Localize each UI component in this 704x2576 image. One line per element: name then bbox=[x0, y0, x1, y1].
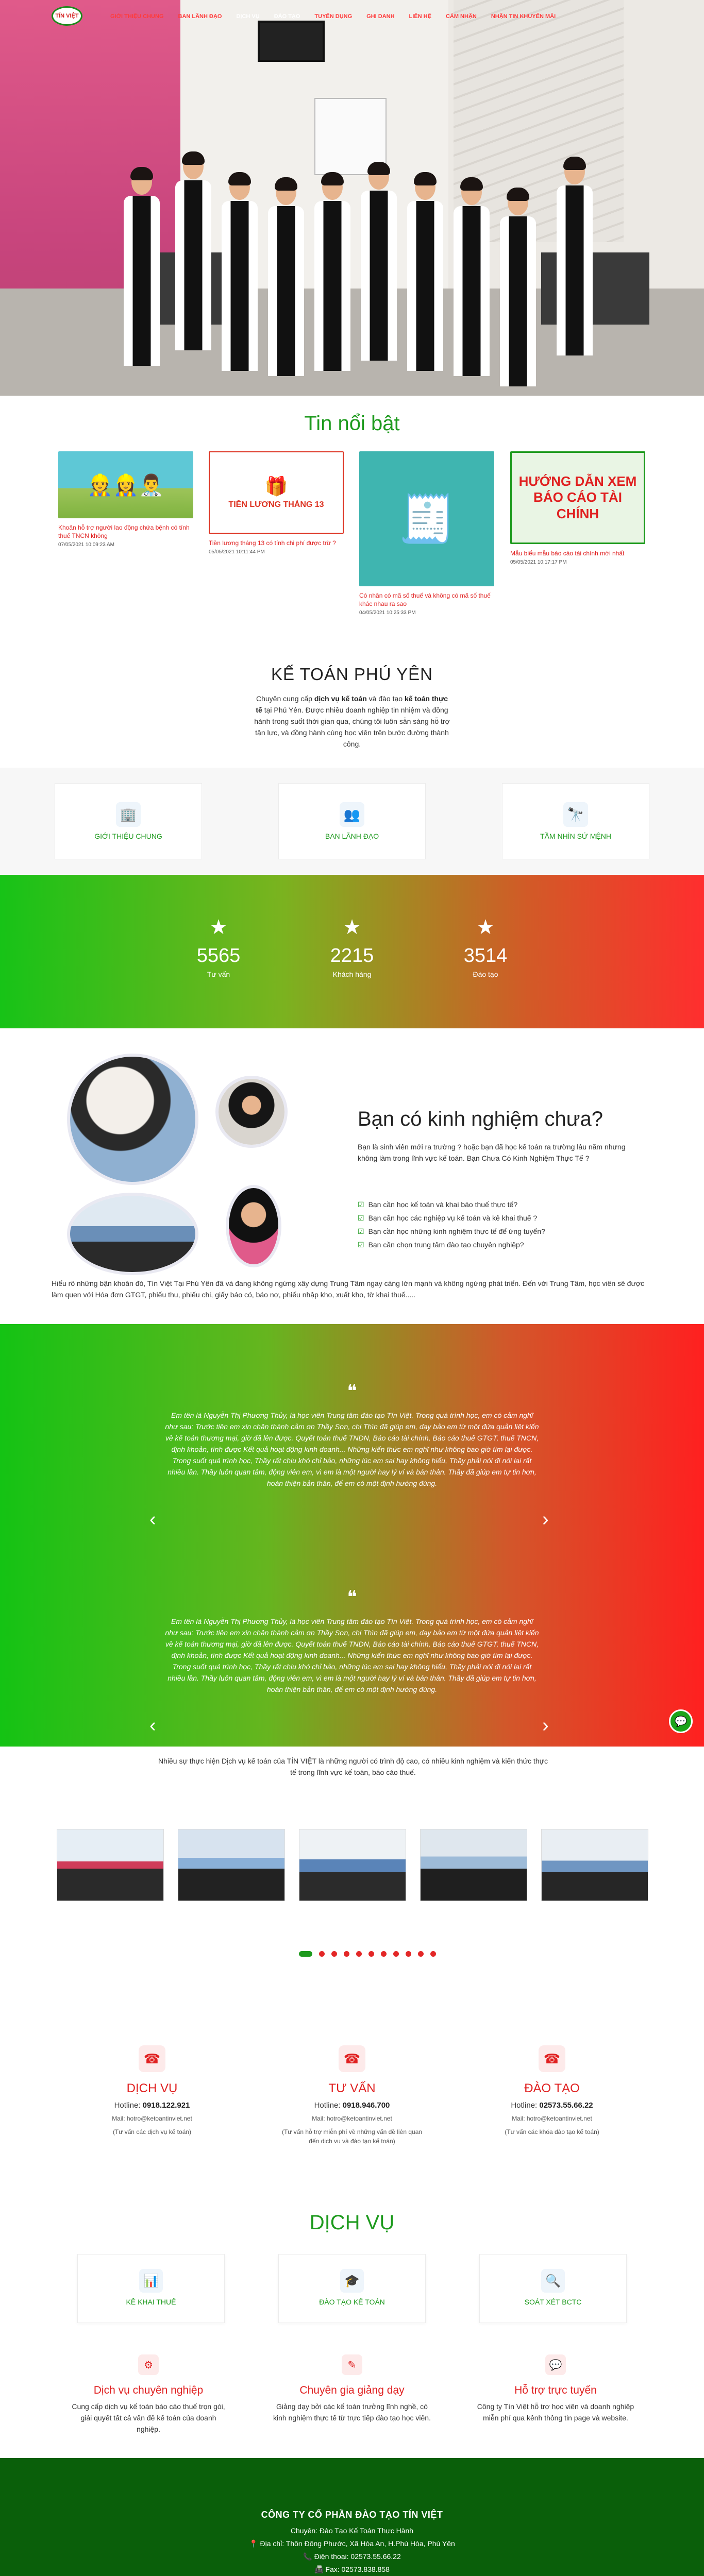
contact-hotline[interactable] bbox=[277, 2101, 427, 2110]
contact-title: DỊCH VỤ bbox=[126, 2081, 178, 2095]
stat-label: Tư vấn bbox=[207, 970, 230, 978]
contact-hotline[interactable] bbox=[77, 2101, 227, 2110]
training-icon: 🎓 bbox=[340, 2269, 364, 2293]
logo-text: TÍN VIỆT bbox=[55, 13, 79, 19]
gallery-image[interactable] bbox=[420, 1829, 527, 1901]
footer-fax bbox=[0, 2563, 704, 2576]
news-card[interactable] bbox=[359, 451, 494, 616]
footer-phone[interactable] bbox=[0, 2550, 704, 2563]
stat-label: Khách hàng bbox=[332, 970, 372, 978]
carousel-dot[interactable] bbox=[331, 1951, 337, 1957]
nav-item-cam-nhan[interactable]: CẢM NHẬN bbox=[445, 13, 477, 20]
feature-desc: Công ty Tín Việt hỗ trợ học viên và doanh nghiệp miễn phí qua kênh thông tin page và website. bbox=[477, 2402, 634, 2422]
hero-person bbox=[124, 169, 160, 396]
news-thumbnail-text: HƯỚNG DẪN XEM BÁO CÁO TÀI CHÍNH bbox=[518, 473, 637, 521]
footer-company: CÔNG TY CỔ PHẦN ĐÀO TẠO TÍN VIỆT bbox=[261, 2510, 443, 2520]
hero-person bbox=[222, 174, 258, 396]
gallery-dots bbox=[299, 1951, 436, 1957]
carousel-dot[interactable] bbox=[418, 1951, 424, 1957]
footer-address bbox=[0, 2537, 704, 2550]
hotline-number: 0918.946.700 bbox=[342, 2101, 390, 2110]
hero-person bbox=[314, 174, 350, 396]
star-icon: ★ bbox=[209, 916, 228, 939]
chat-bubble-icon[interactable]: 💬 bbox=[669, 1709, 693, 1733]
hero-person bbox=[268, 179, 304, 396]
testimonial bbox=[164, 1381, 540, 1489]
team-icon: 👥 bbox=[340, 802, 364, 827]
desc-text: và đào tạo bbox=[366, 694, 405, 703]
footer-line: Chuyên: Đào Tạo Kế Toán Thực Hành bbox=[290, 2527, 414, 2535]
service-card-ke-khai-thue[interactable] bbox=[77, 2254, 225, 2323]
list-item-text: Bạn cần học kế toán và khai báo thuế thực tế? bbox=[368, 1200, 518, 1209]
desc-text: Chuyên cung cấp bbox=[256, 694, 314, 703]
feature-label: GIỚI THIỆU CHUNG bbox=[94, 832, 162, 840]
carousel-dot[interactable] bbox=[356, 1951, 362, 1957]
nav-item-lien-he[interactable]: LIÊN HỆ bbox=[409, 13, 431, 20]
hero-person bbox=[557, 159, 593, 396]
nav-item-tuyen-dung[interactable]: TUYỂN DỤNG bbox=[314, 13, 353, 20]
news-section-title: Tin nổi bật bbox=[304, 412, 400, 435]
vision-icon: 🔭 bbox=[563, 802, 588, 827]
experience-note: Hiểu rõ những bận khoăn đó, Tín Việt Tại Phú Yên đã và đang không ngừng xây dựng Trung Tâm ngay càng lớn mạnh và không ngừng phát triển. Đến với Trung Tâm, học viên sẽ được làm quen với Hóa đơn GTGT, phiếu thu, phiếu chi, giấy báo có, báo nợ, phiếu nhập kho, xuất kho, tờ khai thuế..... bbox=[52, 1279, 645, 1299]
hero-person bbox=[407, 174, 443, 396]
testimonials-section bbox=[0, 1324, 704, 1747]
review-icon: 🔍 bbox=[541, 2269, 565, 2293]
carousel-next-arrow[interactable]: › bbox=[542, 1509, 549, 1530]
feature-label: BAN LÃNH ĐẠO bbox=[325, 832, 379, 840]
hotline-number: 0918.122.921 bbox=[142, 2101, 190, 2110]
check-icon: ☑ bbox=[358, 1227, 364, 1235]
gift-icon: 🎁 bbox=[264, 476, 288, 497]
contact-dich-vu bbox=[77, 2045, 227, 2137]
contact-title: TƯ VẤN bbox=[328, 2081, 376, 2095]
feature-title: Hỗ trợ trực tuyến bbox=[514, 2384, 597, 2396]
gallery-image[interactable] bbox=[178, 1829, 285, 1901]
service-icon: ⚙ bbox=[138, 2354, 159, 2375]
contact-mail[interactable]: Mail: hotro@ketoantinviet.net bbox=[312, 2115, 392, 2122]
feature-giang-day bbox=[272, 2354, 432, 2424]
phone-icon: 📞 bbox=[303, 2552, 312, 2561]
feature-chuyen-nghiep bbox=[69, 2354, 228, 2435]
experience-photo bbox=[67, 1054, 198, 1185]
footer-line: Điện thoại: 02573.55.66.22 bbox=[314, 2552, 401, 2561]
workers-illustration-icon: 👷👷‍♀️👨‍⚕️ bbox=[87, 473, 164, 497]
hotline-label: Hotline: bbox=[314, 2101, 343, 2110]
carousel-dot[interactable] bbox=[344, 1951, 349, 1957]
ke-toan-title: KẾ TOÁN PHÚ YÊN bbox=[271, 665, 433, 684]
stats-banner bbox=[0, 875, 704, 1028]
gallery-image[interactable] bbox=[57, 1829, 164, 1901]
site-header bbox=[0, 0, 704, 33]
desc-bold: dịch vụ kế toán bbox=[314, 694, 367, 703]
contact-mail[interactable]: Mail: hotro@ketoantinviet.net bbox=[512, 2115, 592, 2122]
testimonials-note: Nhiều sự thực hiện Dịch vụ kế toán của TÍN VIỆT là những người có trình độ cao, có nhiều kinh nghiệm và kiến thức thực tế trong lĩnh vực kế toán, báo cáo thuế. bbox=[158, 1757, 548, 1776]
phone-icon: ☎ bbox=[539, 2045, 565, 2072]
quote-icon: ❝ bbox=[347, 1586, 357, 1607]
list-item-text: Bạn cần học những kinh nghiệm thực tế để ứng tuyển? bbox=[368, 1227, 545, 1235]
hotline-label: Hotline: bbox=[511, 2101, 540, 2110]
stat-value: 5565 bbox=[196, 945, 241, 967]
teacher-icon: ✎ bbox=[342, 2354, 362, 2375]
news-thumbnail[interactable] bbox=[359, 451, 494, 586]
stat-value: 2215 bbox=[330, 945, 374, 967]
news-date: 05/05/2021 10:17:17 PM bbox=[510, 560, 567, 566]
carousel-dot[interactable] bbox=[381, 1951, 387, 1957]
site-footer bbox=[0, 2458, 704, 2576]
stat-label: Đào tạo bbox=[473, 970, 498, 978]
hotline-number: 02573.55.66.22 bbox=[539, 2101, 593, 2110]
tax-icon: 📊 bbox=[139, 2269, 163, 2293]
experience-description: Bạn là sinh viên mới ra trường ? hoặc bạn đã học kế toán ra trường lâu năm nhưng không làm trong lĩnh vực kế toán. Bạn Chưa Có Kinh Nghiệm Thực Tế ? bbox=[358, 1143, 626, 1162]
news-card[interactable] bbox=[209, 451, 344, 555]
feature-title: Dịch vụ chuyên nghiệp bbox=[93, 2384, 204, 2396]
building-icon: 🏢 bbox=[116, 802, 141, 827]
news-title[interactable]: Có nhân có mã số thuế và không có mã số thuế khác nhau ra sao bbox=[359, 592, 491, 608]
desc-bold: kế toán thực tế bbox=[256, 694, 448, 714]
chat-icon: 💬 bbox=[545, 2354, 566, 2375]
news-title[interactable]: Tiền lương tháng 13 có tính chi phí được trừ ? bbox=[209, 539, 336, 547]
feature-card-gioi-thieu[interactable] bbox=[55, 783, 202, 859]
tax-documents-icon: 🧾 bbox=[397, 493, 456, 545]
carousel-dot[interactable] bbox=[299, 1951, 312, 1957]
contact-hotline[interactable] bbox=[477, 2101, 627, 2110]
stat-value: 3514 bbox=[463, 945, 508, 967]
contact-title: ĐÀO TẠO bbox=[524, 2081, 580, 2095]
service-card-soat-xet[interactable] bbox=[479, 2254, 627, 2323]
check-icon: ☑ bbox=[358, 1241, 364, 1249]
gallery-image[interactable] bbox=[541, 1829, 648, 1901]
contact-dao-tao bbox=[477, 2045, 627, 2137]
hero-person bbox=[175, 154, 211, 396]
news-title[interactable]: Khoản hỗ trợ người lao động chứa bệnh có tính thuế TNCN không bbox=[58, 524, 190, 540]
carousel-next-arrow[interactable]: › bbox=[542, 1715, 549, 1736]
desc-text: tại Phú Yên. Được nhiều doanh nghiệp tin nhiệm và đồng hành trong suốt thời gian qua, chúng tôi luôn sẵn sàng hỗ trợ tận lực, và đồng hành cùng học viên trên bước đường thành công. bbox=[254, 706, 450, 748]
testimonial-text: Em tên là Nguyễn Thị Phương Thủy, là học viên Trung tâm đào tạo Tín Việt. Trong quá trình học, em có cảm nghĩ như sau: Trước tiên em xin chân thành cảm ơn Thầy Sơn, chị Thìn đã giúp em, dạy bảo em từ một đứa quản liệt kiến về kế toán thương mại, giờ đã lên được. Quyết toán thuế TNDN, Báo cáo tài chính, Báo cáo thuế GTGT, thuế TNCN, định khoản, tính được Kết quả hoạt động kinh doanh... Những kiến thức em nghĩ như không bao giờ tìm lại được. Trong suốt quá trình học, Thầy rất chịu khó chỉ bảo, những lúc em sai hay không hiểu, Thầy phải nói đi nói lại rất nhiều lần. Thầy luôn quan tâm, động viên em, vì em là một người hay lý ví và bản thân. Thầy đã giúp em tự tin hơn, hoàn thiện bản thân, để em có một định hướng đúng. bbox=[165, 1617, 539, 1693]
contact-note: (Tư vấn các khóa đào tạo kế toán) bbox=[505, 2128, 599, 2136]
list-item bbox=[358, 1198, 545, 1211]
experience-title: Bạn có kinh nghiệm chưa? bbox=[358, 1108, 603, 1130]
list-item bbox=[358, 1211, 545, 1225]
carousel-dot[interactable] bbox=[430, 1951, 436, 1957]
carousel-dot[interactable] bbox=[393, 1951, 399, 1957]
hotline-label: Hotline: bbox=[114, 2101, 143, 2110]
testimonial-text: Em tên là Nguyễn Thị Phương Thủy, là học viên Trung tâm đào tạo Tín Việt. Trong quá trình học, em có cảm nghĩ như sau: Trước tiên em xin chân thành cảm ơn Thầy Sơn, chị Thìn đã giúp em, dạy bảo em từ một đứa quản liệt kiến về kế toán thương mại, giờ đã lên được. Quyết toán thuế TNDN, Báo cáo tài chính, Báo cáo thuế GTGT, thuế TNCN, định khoản, tính được Kết quả hoạt động kinh doanh... Những kiến thức em nghĩ như không bao giờ tìm lại được. Trong suốt quá trình học, Thầy rất chịu khó chỉ bảo, những lúc em sai hay không hiểu, Thầy phải nói đi nói lại rất nhiều lần. Thầy luôn quan tâm, động viên em, vì em là một người hay lý ví và bản thân. Thầy đã giúp em tự tin hơn, hoàn thiện bản thân, để em có một định hướng đúng. bbox=[165, 1411, 539, 1487]
location-icon: 📍 bbox=[249, 2539, 258, 2548]
carousel-dot[interactable] bbox=[319, 1951, 325, 1957]
phone-icon: ☎ bbox=[139, 2045, 165, 2072]
contact-tu-van bbox=[277, 2045, 427, 2146]
news-thumbnail[interactable] bbox=[58, 451, 193, 518]
gallery-image[interactable] bbox=[299, 1829, 406, 1901]
experience-photo bbox=[226, 1185, 281, 1267]
service-label: ĐÀO TẠO KẾ TOÁN bbox=[319, 2298, 385, 2306]
service-label: SOÁT XÉT BCTC bbox=[524, 2298, 582, 2306]
footer-line: Fax: 02573.838.858 bbox=[325, 2565, 390, 2573]
contact-note: (Tư vấn các dịch vụ kế toán) bbox=[112, 2128, 192, 2136]
footer-line: Địa chỉ: Thôn Đông Phước, Xã Hòa An, H.Phú Hòa, Phú Yên bbox=[260, 2539, 455, 2548]
quote-icon: ❝ bbox=[347, 1380, 357, 1401]
list-item bbox=[358, 1238, 545, 1251]
hero-banner bbox=[0, 0, 704, 396]
carousel-prev-arrow[interactable]: ‹ bbox=[149, 1715, 156, 1736]
hero-person bbox=[454, 179, 490, 396]
service-card-dao-tao[interactable] bbox=[278, 2254, 426, 2323]
news-thumbnail[interactable] bbox=[510, 451, 645, 544]
ke-toan-description bbox=[253, 693, 451, 750]
nav-item-dich-vu[interactable]: DỊCH VỤ bbox=[236, 13, 260, 20]
check-icon: ☑ bbox=[358, 1214, 364, 1222]
feature-desc: Giảng dạy bởi các kế toán trưởng lĩnh nghề, có kinh nghiệm thực tế từ trực tiếp đào tạo học viên. bbox=[273, 2402, 431, 2422]
news-date: 07/05/2021 10:09:23 AM bbox=[58, 542, 114, 548]
feature-card-ban-lanh-dao[interactable] bbox=[278, 783, 426, 859]
list-item-text: Bạn cần học các nghiệp vụ kế toán và kê khai thuế ? bbox=[368, 1214, 538, 1222]
stat-khach-hang bbox=[311, 916, 393, 978]
nav-item-gioi-thieu[interactable]: GIỚI THIỆU CHUNG bbox=[110, 13, 164, 20]
main-nav bbox=[103, 13, 563, 20]
news-date: 05/05/2021 10:11:44 PM bbox=[209, 549, 265, 555]
news-thumbnail[interactable] bbox=[209, 451, 344, 534]
nav-item-ban-lanh-dao[interactable]: BAN LÃNH ĐẠO bbox=[178, 13, 222, 20]
experience-photo bbox=[215, 1076, 288, 1148]
carousel-prev-arrow[interactable]: ‹ bbox=[149, 1509, 156, 1530]
star-icon: ★ bbox=[343, 916, 361, 939]
feature-card-tam-nhin[interactable] bbox=[502, 783, 649, 859]
service-label: KÊ KHAI THUẾ bbox=[126, 2298, 176, 2306]
carousel-dot[interactable] bbox=[406, 1951, 411, 1957]
list-item bbox=[358, 1225, 545, 1238]
testimonial bbox=[164, 1587, 540, 1695]
feature-label: TẦM NHÌN SỨ MỆNH bbox=[540, 832, 611, 840]
feature-ho-tro bbox=[476, 2354, 635, 2424]
nav-item-khuyen-mai[interactable]: NHẬN TIN KHUYẾN MÃI bbox=[491, 13, 556, 20]
experience-list bbox=[358, 1198, 545, 1251]
hero-person bbox=[500, 190, 536, 396]
contact-mail[interactable]: Mail: hotro@ketoantinviet.net bbox=[112, 2115, 192, 2122]
check-icon: ☑ bbox=[358, 1200, 364, 1209]
news-card[interactable] bbox=[510, 451, 645, 565]
star-icon: ★ bbox=[476, 916, 495, 939]
contact-note: (Tư vấn hỗ trợ miễn phí về những vấn đề liên quan đến dịch vụ và đào tạo kế toán) bbox=[281, 2128, 423, 2145]
stat-dao-tao bbox=[444, 916, 527, 978]
nav-item-dao-tao[interactable]: ĐÀO TẠO bbox=[274, 13, 300, 20]
news-date: 04/05/2021 10:25:33 PM bbox=[359, 610, 416, 616]
feature-desc: Cung cấp dịch vụ kế toán báo cáo thuế trọn gói, giải quyết tất cả vấn đề kế toán của doanh nghiệp. bbox=[72, 2402, 225, 2433]
site-logo[interactable] bbox=[52, 6, 82, 26]
carousel-dot[interactable] bbox=[368, 1951, 374, 1957]
feature-title: Chuyên gia giảng dạy bbox=[299, 2384, 405, 2396]
fax-icon: 📠 bbox=[314, 2565, 324, 2573]
news-title[interactable]: Mẫu biểu mẫu báo cáo tài chính mới nhất bbox=[510, 550, 625, 557]
hero-person bbox=[361, 164, 397, 396]
services-title: DỊCH VỤ bbox=[309, 2211, 395, 2234]
experience-photo bbox=[67, 1193, 198, 1275]
list-item-text: Bạn cần chọn trung tâm đào tạo chuyên nghiệp? bbox=[368, 1241, 524, 1249]
phone-icon: ☎ bbox=[339, 2045, 365, 2072]
news-thumbnail-text: TIỀN LƯƠNG THÁNG 13 bbox=[228, 500, 324, 509]
stat-tu-van bbox=[177, 916, 260, 978]
nav-item-ghi-danh[interactable]: GHI DANH bbox=[366, 13, 395, 20]
news-card[interactable] bbox=[58, 451, 193, 548]
